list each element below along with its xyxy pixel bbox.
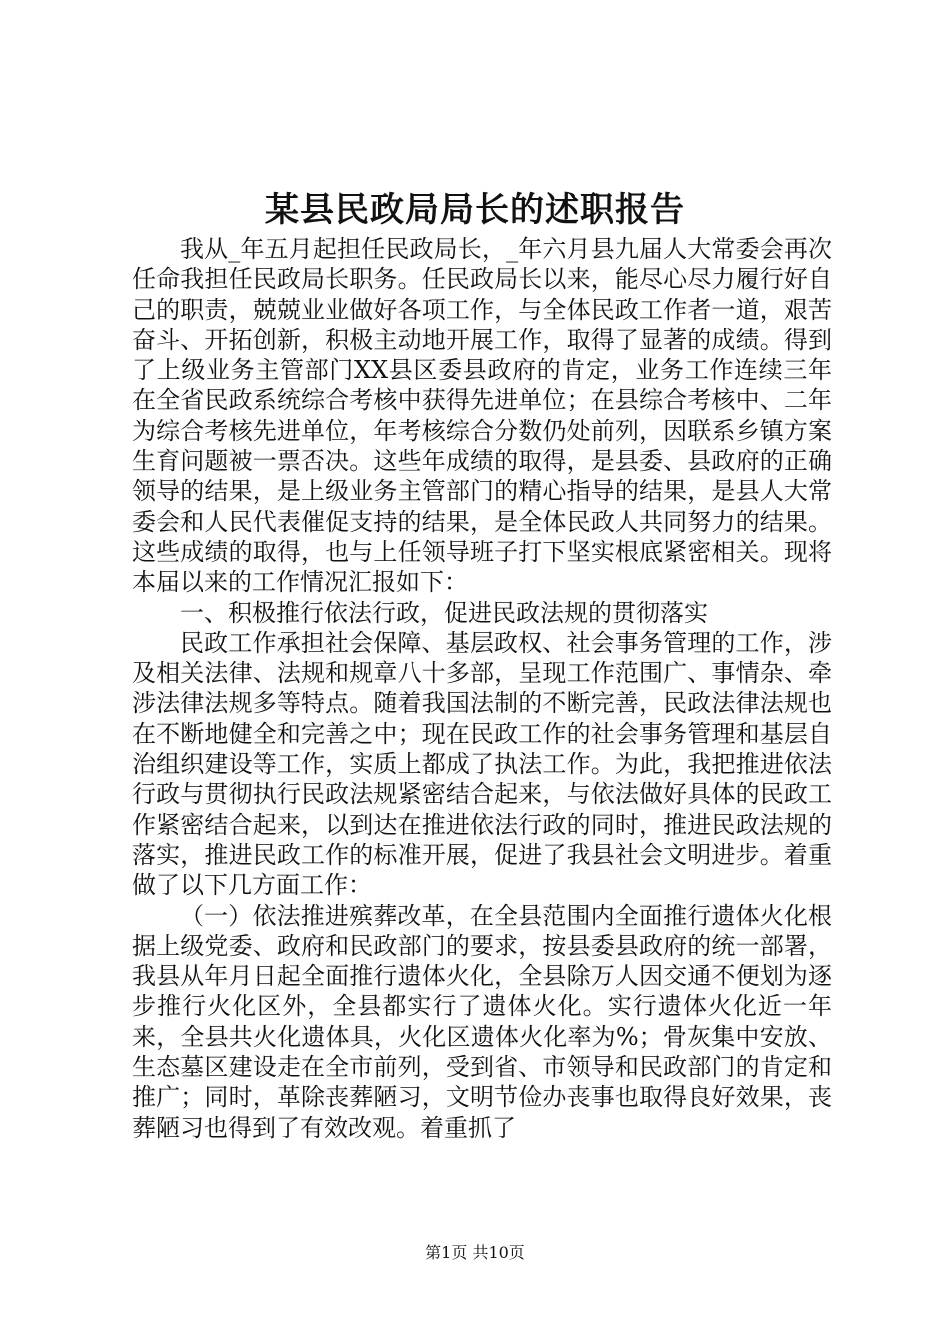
document-body xyxy=(132,234,832,1143)
section-heading-1: 一、积极推行依法行政，促进民政法规的贯彻落实 xyxy=(180,598,708,627)
paragraph-intro: 我从_年五月起担任民政局长，_年六月县九届人大常委会再次任命我担任民政局长职务。任民政局长以来，能尽心尽力履行好自己的职责，兢兢业业做好各项工作，与全体民政工作者一道，艰苦奋斗、开拓创新，积极主动地开展工作，取得了显著的成绩。得到了上级业务主管部门XX县区委县政府的肯定，业务工作连续三年在全省民政系统综合考核中获得先进单位；在县综合考核中、二年为综合考核先进单位，年考核综合分数仍处前列，因联系乡镇方案生育问题被一票否决。这些年成绩的取得，是县委、县政府的正确领导的结果，是上级业务主管部门的精心指导的结果，是县人大常委会和人民代表催促支持的结果，是全体民政人共同努力的结果。这些成绩的取得，也与上任领导班子打下坚实根底紧密相关。现将本届以来的工作情况汇报如下： xyxy=(132,235,832,597)
paragraph-subsection-1: （一）依法推进殡葬改革，在全县范围内全面推行遗体火化根据上级党委、政府和民政部门的要求，按县委县政府的统一部署，我县从年月日起全面推行遗体火化，全县除万人因交通不便划为逐步推行火化区外，全县都实行了遗体火化。实行遗体火化近一年来，全县共火化遗体具，火化区遗体火化率为%；骨灰集中安放、生态墓区建设走在全市前列，受到省、市领导和民政部门的肯定和推广；同时，革除丧葬陋习，文明节俭办丧事也取得良好效果，丧葬陋习也得到了有效改观。着重抓了 xyxy=(132,901,832,1142)
paragraph-section-1: 民政工作承担社会保障、基层政权、社会事务管理的工作，涉及相关法律、法规和规章八十多部，呈现工作范围广、事情杂、牵涉法律法规多等特点。随着我国法制的不断完善，民政法律法规也在不断地健全和完善之中；现在民政工作的社会事务管理和基层自治组织建设等工作，实质上都成了执法工作。为此，我把推进依法行政与贯彻执行民政法规紧密结合起来，与依法做好具体的民政工作紧密结合起来，以到达在推进依法行政的同时，推进民政法规的落实，推进民政工作的标准开展，促进了我县社会文明进步。着重做了以下几方面工作： xyxy=(132,628,832,900)
document-title: 某县民政局局长的述职报告 xyxy=(265,190,685,230)
page-footer: 第1页 共10页 xyxy=(425,1243,525,1262)
